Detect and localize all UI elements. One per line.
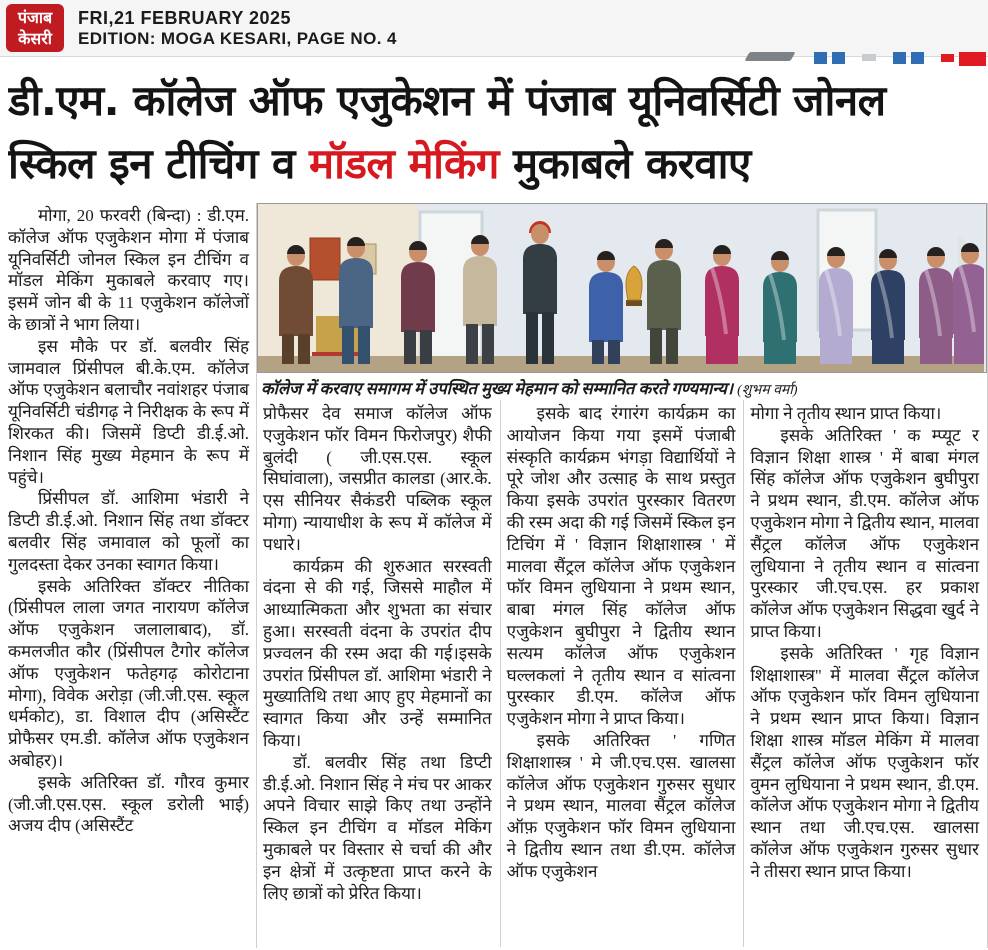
headline-line-1: डी.एम. कॉलेज ऑफ एजुकेशन में पंजाब यूनिवर्सिटी जोनल bbox=[8, 76, 886, 125]
fragment-blue-block bbox=[814, 52, 827, 64]
headline-line-2-post: मुकाबले करवाए bbox=[498, 139, 751, 188]
paragraph: मोगा, 20 फरवरी (बिन्दा) : डी.एम. कॉलेज ऑफ एजुकेशन मोगा में पंजाब यूनिवर्सिटी जोनल स्किल इन टीचिंग व मॉडल मेकिंग मुकाबले करवाए गए। इसमें जोन बी के 11 एजुकेशन कॉलेजों के छात्रों ने भाग लिया। bbox=[8, 206, 249, 334]
column-4 bbox=[743, 400, 987, 947]
fragment-blue-block bbox=[832, 52, 845, 64]
paragraph: इसके अतिरिक्त ' गणित शिक्षाशास्त्र ' मे जी.एच.एस. खालसा कॉलेज ऑफ एजुकेशन गुरुसर सुधार ने प्रथम स्थान, मालवा सैंट्रल कॉलेज ऑफ़ एजुकेशन फॉर विमन लुधियाना ने द्वितीय स्थान तथा डी.एम. कॉलेज ऑफ एजुकेशन bbox=[506, 730, 736, 881]
paragraph: इसके बाद रंगारंग कार्यक्रम का आयोजन किया गया इसमें पंजाबी संस्कृति कार्यक्रम भंगड़ा विद्यार्थियों ने पूरे जोश और उत्साह के साथ प्रस्तुत किया इसके उपरांत पुरस्कार वितरण की रस्म अदा की गई जिसमें स्किल इन टिचिंग में ' विज्ञान शिक्षाशास्त्र ' में मालवा सैंट्रल कॉलेज ऑफ एजुकेशन फॉर विमन लुधियाना ने प्रथम स्थान, बाबा मंगल सिंह कॉलेज ऑफ एजुकेशन बुघीपुरा ने द्वितीय स्थान सत्यम कॉलेज ऑफ एजुकेशन घल्लकलां ने तृतीय स्थान व सांत्वना पुरस्कार डी.एम. कॉलेज ऑफ एजुकेशन मोगा ने प्राप्त किया। bbox=[506, 404, 736, 729]
headline-line-2-pre: स्किल इन टीचिंग व bbox=[8, 139, 309, 188]
fragment-gray-block bbox=[862, 54, 876, 61]
fragment-red-block bbox=[941, 54, 954, 62]
header-bar bbox=[0, 0, 988, 57]
group-photo-illustration bbox=[258, 204, 984, 373]
date-line: FRI,21 FEBRUARY 2025 bbox=[78, 7, 292, 28]
fragment-red-block bbox=[959, 52, 986, 66]
photo-credit: (शुभम वर्मा) bbox=[737, 383, 798, 398]
headline-line-2 bbox=[8, 132, 980, 195]
paragraph: कार्यक्रम की शुरुआत सरस्वती वंदना से की गई, जिससे माहौल में आध्यात्मिकता और शुभता का संचार हुआ। सरस्वती वंदना के उपरांत दीप प्रज्वलन की रस्म अदा की गई।इसके उपरांत प्रिंसीपल डॉ. आशिमा भंडारी ने मुख्यातिथि तथा आए हुए मेहमानों का स्वागत किया और उन्हें सम्मानित किया। bbox=[263, 556, 492, 750]
punjab-kesari-logo bbox=[6, 4, 64, 52]
text-columns bbox=[257, 400, 987, 947]
paragraph: इसके अतिरिक्त ' क म्प्यूट र विज्ञान शिक्षा शास्त्र ' में बाबा मंगल सिंह कॉलेज ऑफ एजुकेशन बुघीपुरा ने प्रथम स्थान, डी.एम. कॉलेज ऑफ एजुकेशन मोगा ने द्वितीय स्थान, मालवा सैंट्रल कॉलेज ऑफ एजुकेशन लुधियाना ने तृतीय स्थान व सांत्वना पुरस्कार जी.एच.एस. हर प्रकाश कॉलेज ऑफ एजुकेशन सिद्धवा खुर्द ने प्राप्त किया। bbox=[750, 425, 980, 641]
article-body bbox=[0, 203, 988, 948]
paragraph: मोगा ने तृतीय स्थान प्राप्त किया। bbox=[750, 404, 942, 423]
headline-highlight: मॉडल मेकिंग bbox=[308, 139, 499, 188]
photo-caption-text: कॉलेज में करवाए समागम में उपस्थित मुख्य मेहमान को सम्मानित करते गण्यमान्य। bbox=[261, 379, 734, 398]
fragment-blue-block bbox=[893, 52, 906, 64]
column-2 bbox=[257, 400, 500, 947]
paragraph: इसके अतिरिक्त डॉक्टर नीतिका (प्रिंसीपल लाला जगत नारायण कॉलेज ऑफ एजुकेशन जलालाबाद), डॉ. कमलजीत कौर (प्रिंसीपल टैगोर कॉलेज ऑफ एजुकेशन फतेहगढ़ कोरोटाना मोगा), विवेक अरोड़ा (जी.जी.एस. स्कूल धर्मकोट), डा. विशाल दीप (असिस्टैंट प्रोफैसर एम.डी. कॉलेज ऑफ एजुकेशन अबोहर)। bbox=[8, 576, 249, 770]
logo-line-2: केसरी bbox=[18, 29, 52, 48]
masthead-fragment bbox=[747, 52, 986, 68]
trophy-icon bbox=[626, 266, 642, 306]
article-photo bbox=[257, 203, 987, 373]
fragment-gray-swoosh bbox=[744, 52, 795, 61]
column-1 bbox=[0, 203, 256, 948]
paragraph: इसके अतिरिक्त ' गृह विज्ञान शिक्षाशास्त्र" में मालवा सैंट्रल कॉलेज ऑफ एजुकेशन फॉर विमन लुधियाना ने प्रथम स्थान प्राप्त किया। विज्ञान शिक्षा शास्त्र मॉडल मेकिंग में मालवा सैंट्रल कॉलेज ऑफ एजुकेशन फॉर वुमन लुधियाना ने प्रथम स्थान, डी.एम. कॉलेज ऑफ एजुकेशन मोगा ने द्वितीय स्थान तथा जी.एच.एस. खालसा कॉलेज ऑफ एजुकेशन गुरुसर सुधार ने तीसरा स्थान प्राप्त किया। bbox=[750, 643, 980, 881]
photo-and-columns bbox=[256, 203, 987, 948]
photo-caption bbox=[257, 373, 987, 400]
logo-line-1: पंजाब bbox=[17, 8, 53, 27]
article-headline bbox=[0, 57, 988, 201]
column-3 bbox=[500, 400, 744, 947]
paragraph: इस मौके पर डॉ. बलवीर सिंह जामवाल प्रिंसीपल बी.के.एम. कॉलेज ऑफ एजुकेशन बलाचौर नवांशहर पंजाब यूनिवर्सिटी चंडीगढ़ ने निरीक्षक के रूप में शिरकत की। जिसमें डिप्टी डी.ई.ओ. निशान सिंह मुख्य मेहमान के रूप में पहुंचे। bbox=[8, 336, 249, 487]
paragraph: डॉ. बलवीर सिंह तथा डिप्टी डी.ई.ओ. निशान सिंह ने मंच पर आकर अपने विचार साझे किए तथा उन्होंने स्किल इन टीचिंग व मॉडल मेकिंग मुकाबले पर विस्तार से चर्चा की और इन क्षेत्रों में उत्कृष्टता प्राप्त करने के लिए छात्रों को प्रेरित किया। bbox=[263, 752, 492, 903]
paragraph: इसके अतिरिक्त डॉ. गौरव कुमार (जी.जी.एस.एस. स्कूल डरोली भाई) अजय दीप (असिस्टैंट bbox=[8, 772, 249, 836]
paragraph: प्रोफैसर देव समाज कॉलेज ऑफ एजुकेशन फॉर विमन फिरोजपुर) शैफी बुलंदी ( जी.एस.एस. स्कूल सिघांवाला), जसप्रीत कालडा (आर.के. एस सीनियर सैकंडरी पब्लिक स्कूल मोगा) न्यायाधीश के रूप में कॉलेज में पधारे। bbox=[263, 404, 492, 554]
edition-line: EDITION: MOGA KESARI, PAGE NO. 4 bbox=[78, 28, 397, 48]
fragment-blue-block bbox=[911, 52, 924, 64]
paragraph: प्रिंसीपल डॉ. आशिमा भंडारी ने डिप्टी डी.ई.ओ. निशान सिंह तथा डॉक्टर बलवीर सिंह जमावाल को फूलों का गुलदस्ता देकर उनका स्वागत किया। bbox=[8, 489, 249, 574]
